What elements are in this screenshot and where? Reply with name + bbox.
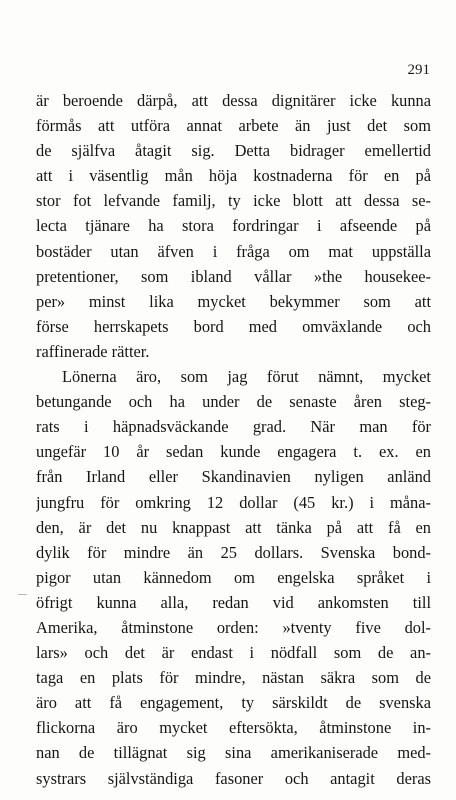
text-line: stor fot lefvande familj, ty icke blott att dessa se- [36,191,431,211]
text-line: lecta tjänare ha stora fordringar i afseende på [36,216,431,236]
text-line: taga en plats för mindre, nästan säkra som de [36,668,431,688]
text-line: pigor utan kännedom om engelska språket i [36,567,431,587]
text-line: nan de tillägnat sig sina amerikaniserade med- [36,743,431,763]
text-line: förse herrskapets bord med omväxlande och [36,316,431,336]
text-line: från Irland eller Skandinavien nyligen anländ [36,467,431,487]
text-line: raffinerade rätter. [36,341,150,361]
text-line: äro att få engagement, ty särskildt de svenska [36,693,431,713]
page-number: 291 [407,62,430,78]
text-line: rats i häpnadsväckande grad. När man för [36,417,431,437]
text-line: flickorna äro mycket eftersökta, åtminstone in- [36,718,431,738]
text-line: systrars självständiga fasoner och antagit deras [36,768,431,788]
text-line: lars» och det är endast i nödfall som de an- [36,643,431,663]
text-line: de själfva åtagit sig. Detta bidrager emellertid [36,141,431,161]
text-line: den, är det nu knappast att tänka på att få en [36,517,431,537]
margin-mark [18,594,27,595]
text-line: förmås att utföra annat arbete än just det som [36,116,431,136]
text-line: jungfru för omkring 12 dollar (45 kr.) i måna- [36,492,431,512]
text-line: bostäder utan äfven i fråga om mat uppställa [36,241,431,261]
paragraph-start-line: Lönerna äro, som jag förut nämnt, mycket [62,367,431,387]
text-line: per» minst lika mycket bekymmer som att [36,291,431,311]
body-text [36,88,431,791]
text-line: Amerika, åtminstone orden: »tventy five dol- [36,617,431,637]
text-line: pretentioner, som ibland vållar »the housekee- [36,266,431,286]
text-line: dylik för mindre än 25 dollars. Svenska bond- [36,542,431,562]
text-line: är beroende därpå, att dessa dignitärer icke kunna [36,91,431,110]
text-line: öfrigt kunna alla, redan vid ankomsten till [36,592,431,612]
text-line: ungefär 10 år sedan kunde engagera t. ex. en [36,442,431,462]
text-line: betungande och ha under de senaste åren steg- [36,392,431,412]
text-line: att i väsentlig mån höja kostnaderna för en på [36,166,431,186]
